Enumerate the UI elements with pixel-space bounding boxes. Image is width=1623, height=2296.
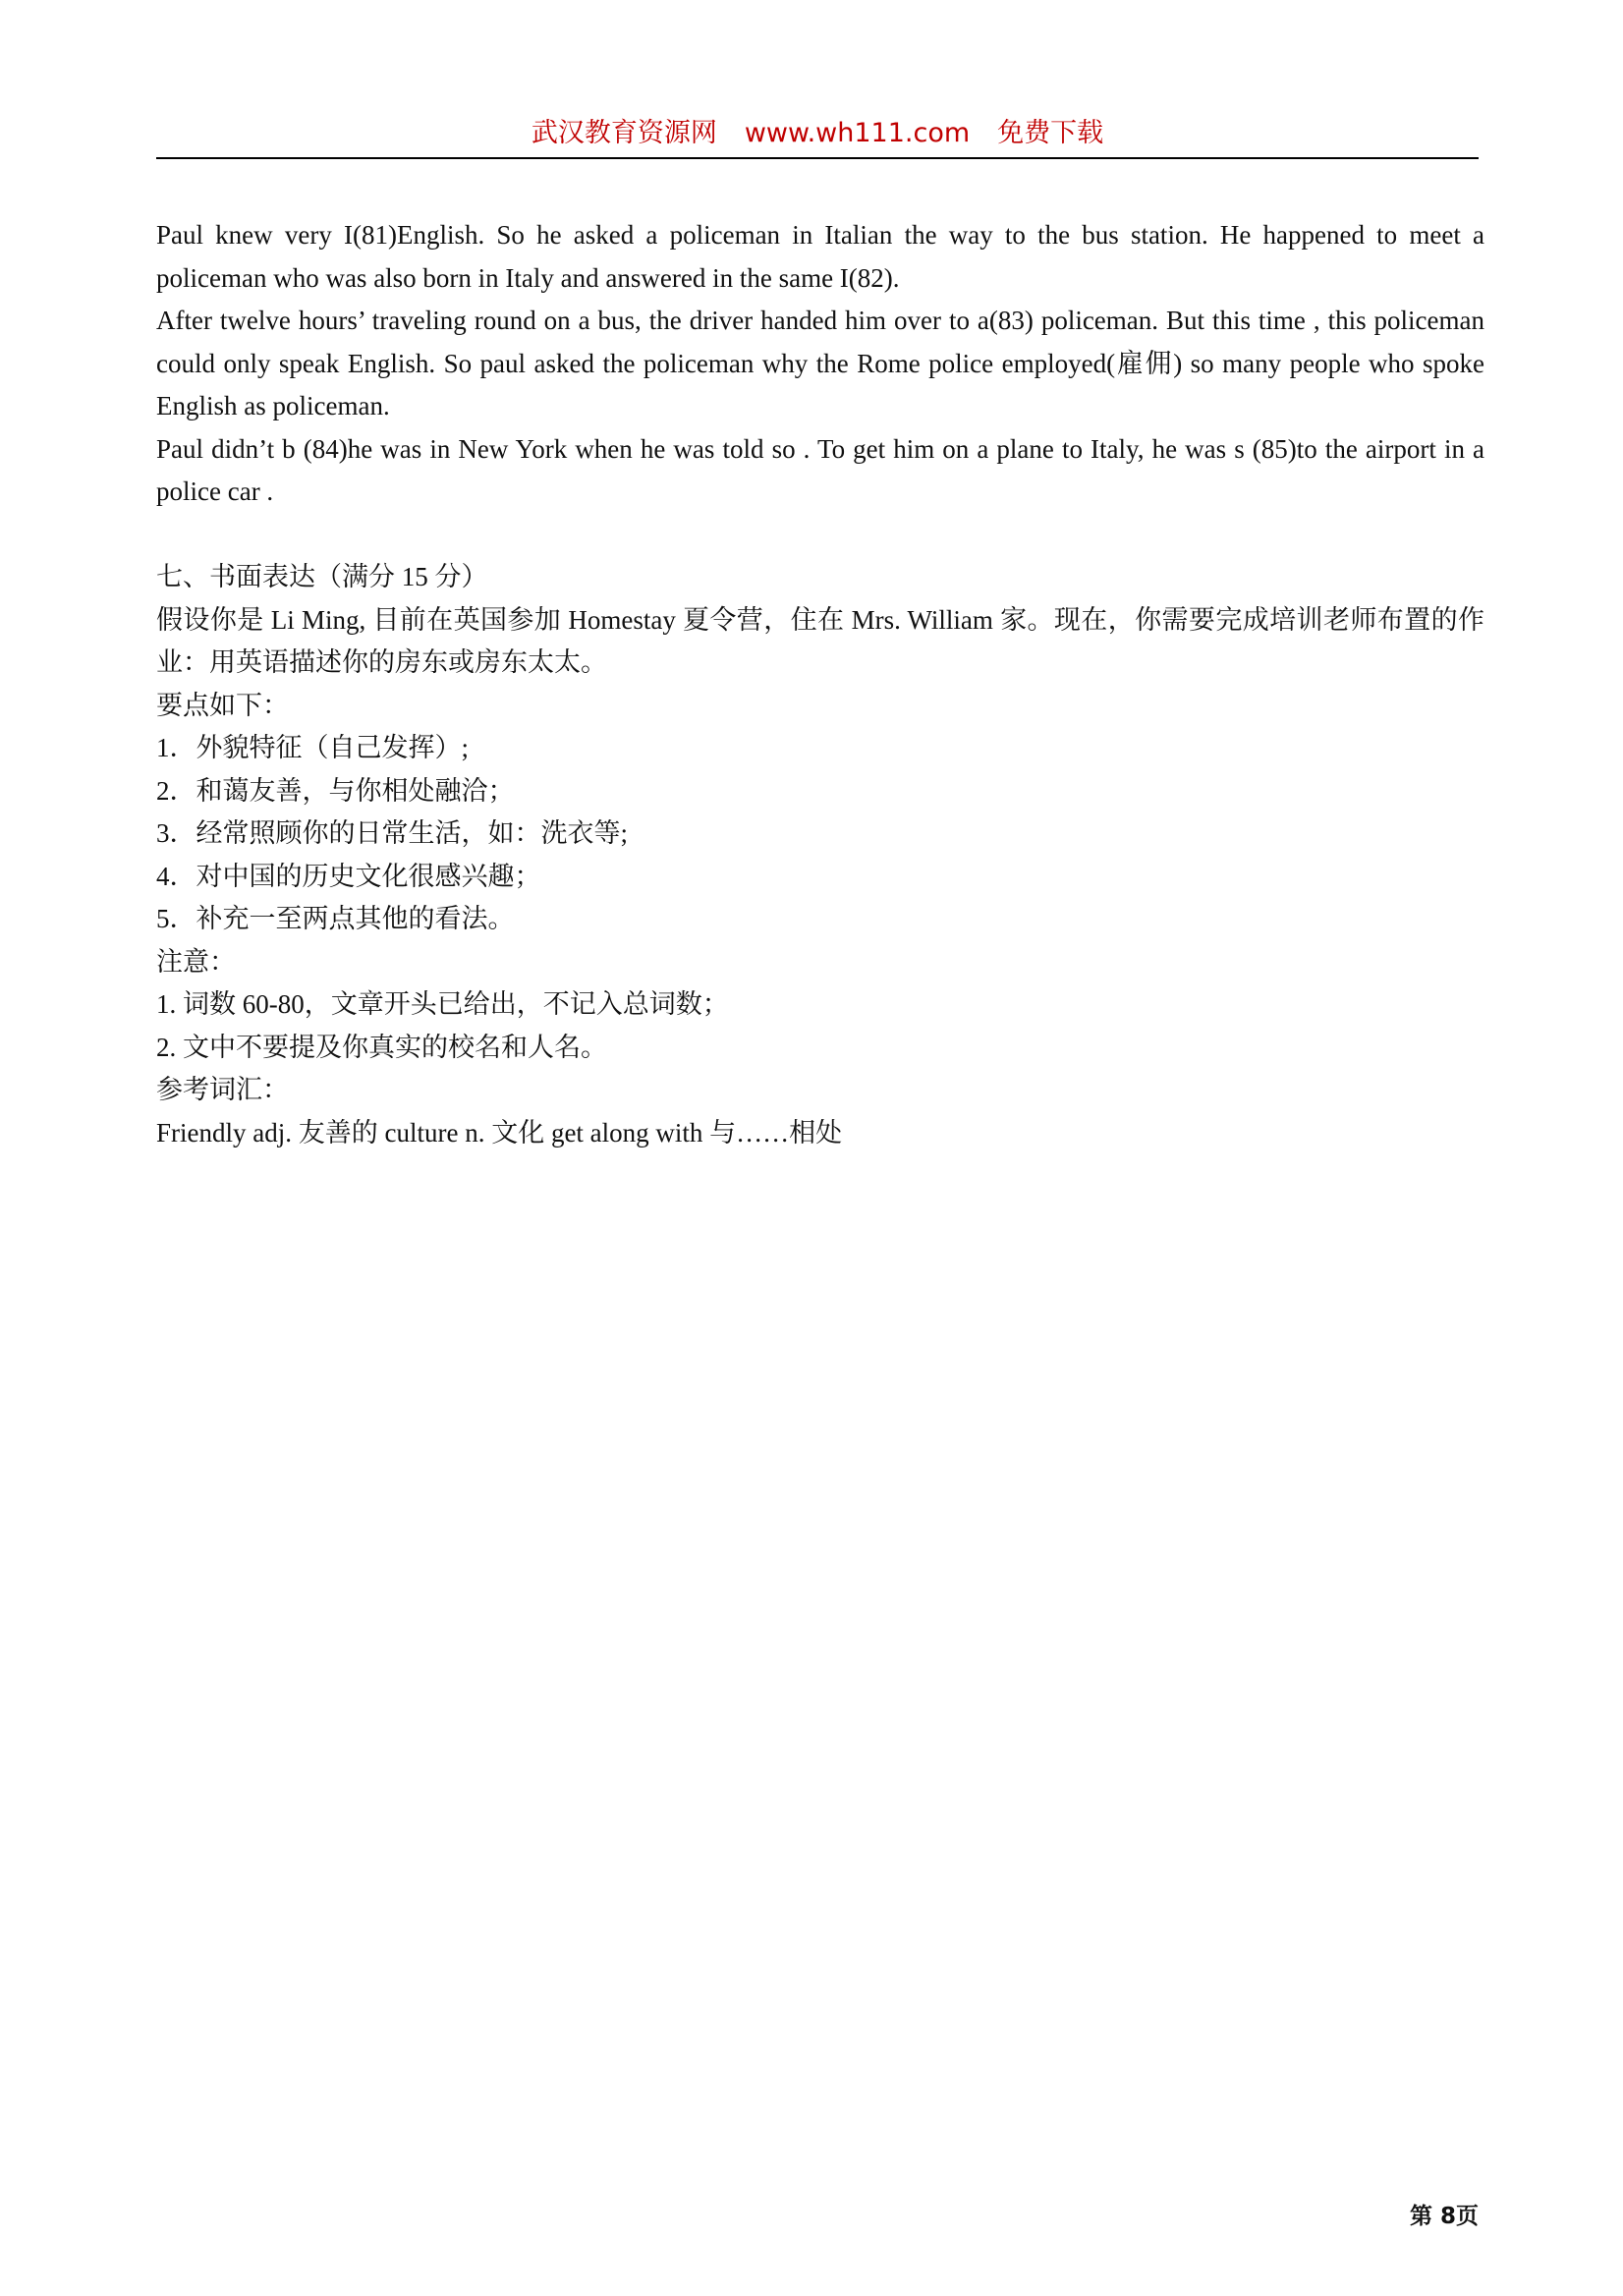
passage-paragraph-3: Paul didn’t b (84)he was in New York when he was told so . To get him on a plane to Italy, he was s (85)to the airport in a police car . xyxy=(156,433,1484,506)
note-item: 2. 文中不要提及你真实的校名和人名。 xyxy=(156,1032,607,1062)
vocab-list: Friendly adj. 友善的 culture n. 文化 get along with 与……相处 xyxy=(156,1117,843,1148)
section-spacer xyxy=(156,514,1484,557)
writing-section-title: 七、书面表达（满分 15 分） xyxy=(156,562,488,591)
vocab-label: 参考词汇： xyxy=(156,1075,289,1104)
point-item: 4．对中国的历史文化很感兴趣； xyxy=(156,861,541,891)
passage-paragraph-1: Paul knew very I(81)English. So he asked a policeman in Italian the way to the bus station. He happened to meet a policeman who was also born in Italy and answered in the same I(82). xyxy=(156,220,1484,293)
notes-label: 注意： xyxy=(156,946,236,977)
point-item: 5．补充一至两点其他的看法。 xyxy=(156,904,515,933)
point-item: 1．外貌特征（自己发挥）; xyxy=(156,733,470,762)
passage-paragraph-2: After twelve hours’ traveling round on a bus, the driver handed him over to a(83) policeman. But this time , this policeman could only speak English. So paul asked the policeman why the Rome police employed(雇佣) so many people who spoke English as policeman. xyxy=(156,306,1484,420)
header-site-name: 武汉教育资源网 xyxy=(531,118,717,148)
point-item: 3．经常照顾你的日常生活，如：洗衣等; xyxy=(156,818,629,848)
page-content xyxy=(156,214,1484,1154)
note-item: 1. 词数 60-80，文章开头已给出，不记入总词数； xyxy=(156,989,729,1019)
header-url: www.wh111.com xyxy=(744,118,971,148)
page-header xyxy=(156,110,1479,159)
page-number: 第 8页 xyxy=(1410,2204,1480,2229)
point-item: 2．和蔼友善，与你相处融洽； xyxy=(156,775,515,806)
header-download: 免费下载 xyxy=(997,118,1104,148)
writing-prompt: 假设你是 Li Ming, 目前在英国参加 Homestay 夏令营，住在 Mrs. William 家。现在，你需要完成培训老师布置的作业：用英语描述你的房东或房东太太。 xyxy=(156,604,1484,677)
points-label: 要点如下： xyxy=(156,690,289,720)
